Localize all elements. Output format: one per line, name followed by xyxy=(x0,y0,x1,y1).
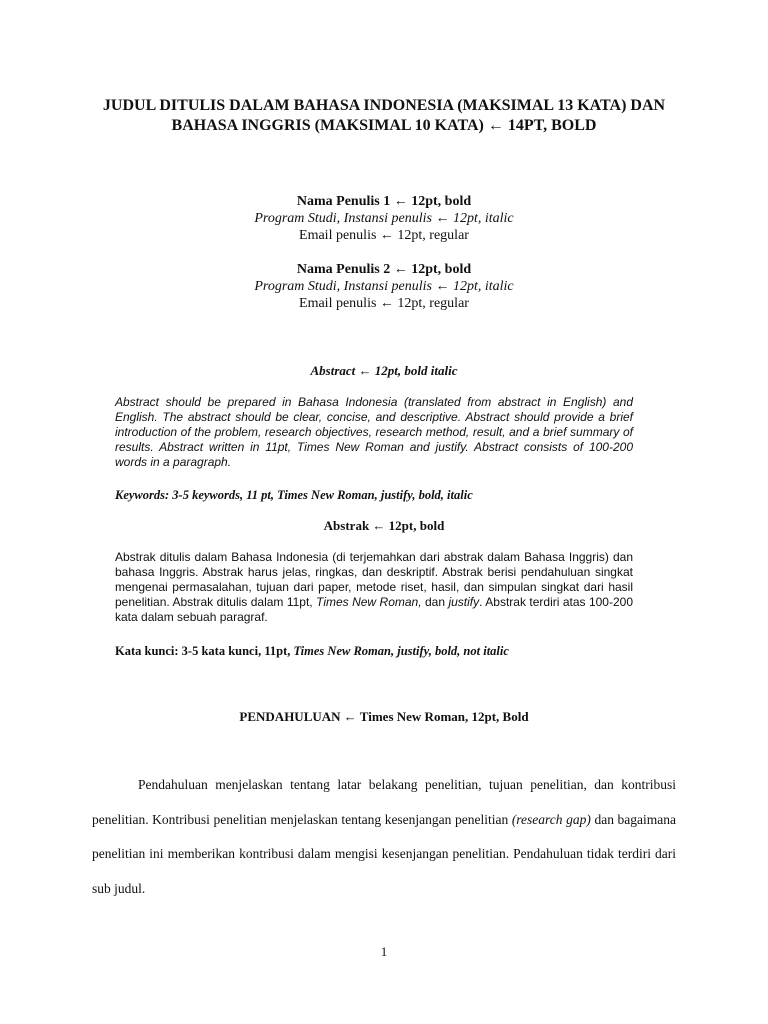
keywords: Keywords: 3-5 keywords, 11 pt, Times New Roman, justify, bold, italic xyxy=(115,488,473,502)
kata-kunci-part: Kata kunci: 3-5 kata kunci, 11pt, xyxy=(115,644,294,658)
author-name: Nama Penulis 2 ← 12pt, bold xyxy=(296,262,472,277)
author-email: Email penulis ← 12pt, regular xyxy=(299,228,469,243)
paper-title: JUDUL DITULIS DALAM BAHASA INDONESIA (MAKSIMAL 13 KATA) DAN BAHASA INGGRIS (MAKSIMAL 10 KATA) ← 14PT, BOLD xyxy=(102,97,666,134)
pendahuluan-text-italic: (research gap) xyxy=(511,811,591,827)
abstract-heading: Abstract ← 12pt, bold italic xyxy=(310,363,458,378)
author-name: Nama Penulis 1 ← 12pt, bold xyxy=(296,194,472,209)
page-number: 1 xyxy=(380,944,388,959)
author-institution: Program Studi, Instansi penulis ← 12pt, italic xyxy=(254,211,514,226)
author-institution: Program Studi, Instansi penulis ← 12pt, italic xyxy=(254,279,514,294)
pendahuluan-text xyxy=(92,768,676,906)
author-block-1 xyxy=(0,193,768,244)
abstrak-text-italic: justify xyxy=(448,595,480,609)
kata-kunci xyxy=(115,643,675,659)
author-block-2 xyxy=(0,261,768,312)
abstrak-text-part: Abstrak ditulis dalam Bahasa Indonesia (di terjemahkan dari abstrak dalam Bahasa Inggris) dan bahasa Inggris. Abstrak harus jelas, ringkas, dan deskriptif. Abstrak berisi pendahuluan singkat mengenai permasalahan, tujuan dari paper, metode riset, hasil, dan simpulan singkat dari hasil penelitian. Abstrak ditulis dalam 11pt, xyxy=(115,550,633,609)
kata-kunci-italic: Times New Roman, justify, bold, not italic xyxy=(293,644,509,658)
pendahuluan-text-part: dan bagaimana penelitian ini memberikan kontribusi dalam mengisi kesenjangan penelitian. Pendahuluan tidak terdiri dari sub judul. xyxy=(92,811,676,896)
abstract-text: Abstract should be prepared in Bahasa Indonesia (translated from abstract in English) and English. The abstract should be clear, concise, and descriptive. Abstract should provide a brief introduction of the problem, research objectives, research method, result, and a brief summary of results. Abstract written in 11pt, Times New Roman and justify. Abstract consists of 100-200 words in a paragraph. xyxy=(115,395,633,469)
abstrak-text xyxy=(115,550,633,625)
abstrak-text-part: dan xyxy=(421,595,449,609)
abstrak-heading: Abstrak ← 12pt, bold xyxy=(323,518,445,533)
author-email: Email penulis ← 12pt, regular xyxy=(299,296,469,311)
abstrak-text-part: . Abstrak terdiri atas 100-200 kata dalam sebuah paragraf. xyxy=(115,595,633,624)
abstrak-text-italic: Times New Roman, xyxy=(316,595,422,609)
pendahuluan-heading: PENDAHULUAN ← Times New Roman, 12pt, Bold xyxy=(239,709,529,724)
pendahuluan-text-part: Pendahuluan menjelaskan tentang latar belakang penelitian, tujuan penelitian, dan kontribusi penelitian. Kontribusi penelitian menjelaskan tentang kesenjangan penelitian xyxy=(92,777,676,827)
